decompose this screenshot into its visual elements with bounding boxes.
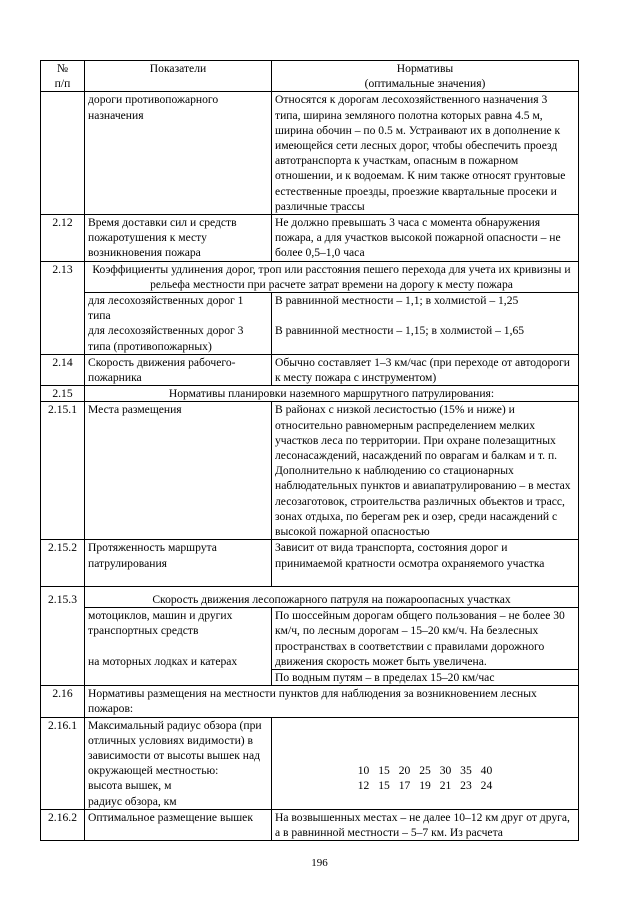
row-indicator: дороги противопожарного назначения — [85, 92, 272, 215]
table-row — [41, 215, 579, 262]
norm-a: По шоссейным дорогам общего пользования – не более 30 км/ч, по лесным дорогам – 15–20 км/ч. На безлесных пространствах в соответствии с правилами дорожного движения скорость может быть увеличена. — [275, 609, 565, 668]
radii-values: 12 15 17 19 21 23 24 — [357, 779, 493, 793]
heights-values: 10 15 20 25 30 35 40 — [357, 764, 493, 778]
row-norm — [272, 293, 579, 355]
row-num — [41, 92, 85, 215]
page-number: 196 — [311, 857, 328, 869]
row-indicator — [85, 608, 272, 686]
table-row — [41, 354, 579, 385]
row-num: 2.16 — [41, 686, 85, 717]
row-num: 2.16.2 — [41, 809, 85, 840]
table-row — [41, 402, 579, 540]
table-row — [41, 586, 579, 607]
header-norms: Нормативы (оптимальные значения) — [272, 61, 579, 92]
row-num: 2.15.3 — [41, 586, 85, 685]
header-num: № п/п — [41, 61, 85, 92]
row-num: 2.12 — [41, 215, 85, 262]
row-norm: Относятся к дорогам лесохозяйственного назначения 3 типа, ширина земляного полотна которых равна 4.5 м, ширина обочин – по 0.5 м. Устраивают их в дополнение к имеющейся сети лесных дорог, чтобы обеспечить проезд автотранспорта к участкам, опасным в пожарном отношении, и к водоемам. К ним также относят грунтовые естественные проезды, проезжие квартальные просеки и различные трассы — [272, 92, 579, 215]
row-num: 2.15.1 — [41, 402, 85, 540]
table-row — [41, 540, 579, 587]
row-num: 2.15 — [41, 386, 85, 402]
norm-b: В равнинной местности – 1,15; в холмистой – 1,65 — [275, 324, 525, 338]
radius-label: радиус обзора, км — [88, 794, 177, 808]
indicator-b: для лесохозяйственных дорог 3 типа (противопожарных) — [88, 324, 244, 353]
row-section-title: Скорость движения лесопожарного патруля на пожароопасных участках — [85, 586, 579, 607]
row-section-title: Нормативы размещения на местности пунктов для наблюдения за возникновением лесных пожаров: — [85, 686, 579, 717]
table-header-row — [41, 61, 579, 92]
row-num: 2.14 — [41, 354, 85, 385]
row-section-title: Нормативы планировки наземного маршрутного патрулирования: — [85, 386, 579, 402]
indicator-a: для лесохозяйственных дорог 1 типа — [88, 294, 244, 323]
table-row — [41, 386, 579, 402]
row-norm: Не должно превышать 3 часа с момента обнаружения пожара, а для участков высокой пожарной опасности – не более 0,5–1,0 часа — [272, 215, 579, 262]
norm-a: В равнинной местности – 1,1; в холмистой – 1,25 — [275, 294, 519, 308]
row-indicator — [85, 717, 272, 809]
row-norm — [272, 717, 579, 809]
row-num: 2.15.2 — [41, 540, 85, 587]
row-indicator: Оптимальное размещение вышек — [85, 809, 272, 840]
table-row — [41, 809, 579, 840]
table-row — [41, 293, 579, 355]
table-row — [41, 261, 579, 292]
table-row — [41, 92, 579, 215]
row-num: 2.16.1 — [41, 717, 85, 809]
row-indicator: Протяженность маршрута патрулирования — [85, 540, 272, 587]
indicator-a: мотоциклов, машин и других транспортных средств — [88, 609, 233, 638]
row-indicator — [85, 293, 272, 355]
row-indicator: Время доставки сил и средств пожаротушения к месту возникновения пожара — [85, 215, 272, 262]
table-row — [41, 608, 579, 686]
row-norm — [272, 608, 579, 686]
indicator-b: на моторных лодках и катерах — [88, 654, 238, 668]
row-num: 2.13 — [41, 261, 85, 354]
row-norm — [272, 540, 579, 587]
header-indicators: Показатели — [85, 61, 272, 92]
height-label: высота вышек, м — [88, 779, 172, 793]
table-row — [41, 717, 579, 809]
row-indicator: Скорость движения рабочего-пожарника — [85, 354, 272, 385]
indicator-text: Максимальный радиус обзора (при отличных условиях видимости) в зависимости от высоты вышек над окружающей местностью: — [88, 718, 262, 778]
row-norm: В районах с низкой лесистостью (15% и ниже) и относительно равномерным распределением мелких участков леса по территории. При охране полезащитных лесонасаждений, насаждений по оврагам и балкам и т. п. Дополнительно к наблюдению со стационарных наблюдательных пунктов и авиапатрулированию – в местах лесозаготовок, строительства различных объектов и трасс, зонах отдыха, по берегам рек и озер, среди насаждений с высокой пожарной опасностью — [272, 402, 579, 540]
table-row — [41, 686, 579, 717]
row-norm: На возвышенных местах – не далее 10–12 км друг от друга, а в равнинной местности – 5–7 км. Из расчета — [272, 809, 579, 840]
row-indicator: Места размещения — [85, 402, 272, 540]
row-norm: Обычно составляет 1–3 км/час (при переходе от автодороги к месту пожара с инструментом) — [272, 354, 579, 385]
norm-b: По водным путям – в пределах 15–20 км/час — [275, 670, 495, 684]
norms-table — [40, 60, 579, 841]
norm-text: Зависит от вида транспорта, состояния дорог и принимаемой кратности осмотра охраняемого участка — [275, 541, 545, 570]
row-section-title: Коэффициенты удлинения дорог, троп или расстояния пешего перехода для учета их кривизны и рельефа местности при расчете затрат времени на дорогу к месту пожара — [85, 261, 579, 292]
